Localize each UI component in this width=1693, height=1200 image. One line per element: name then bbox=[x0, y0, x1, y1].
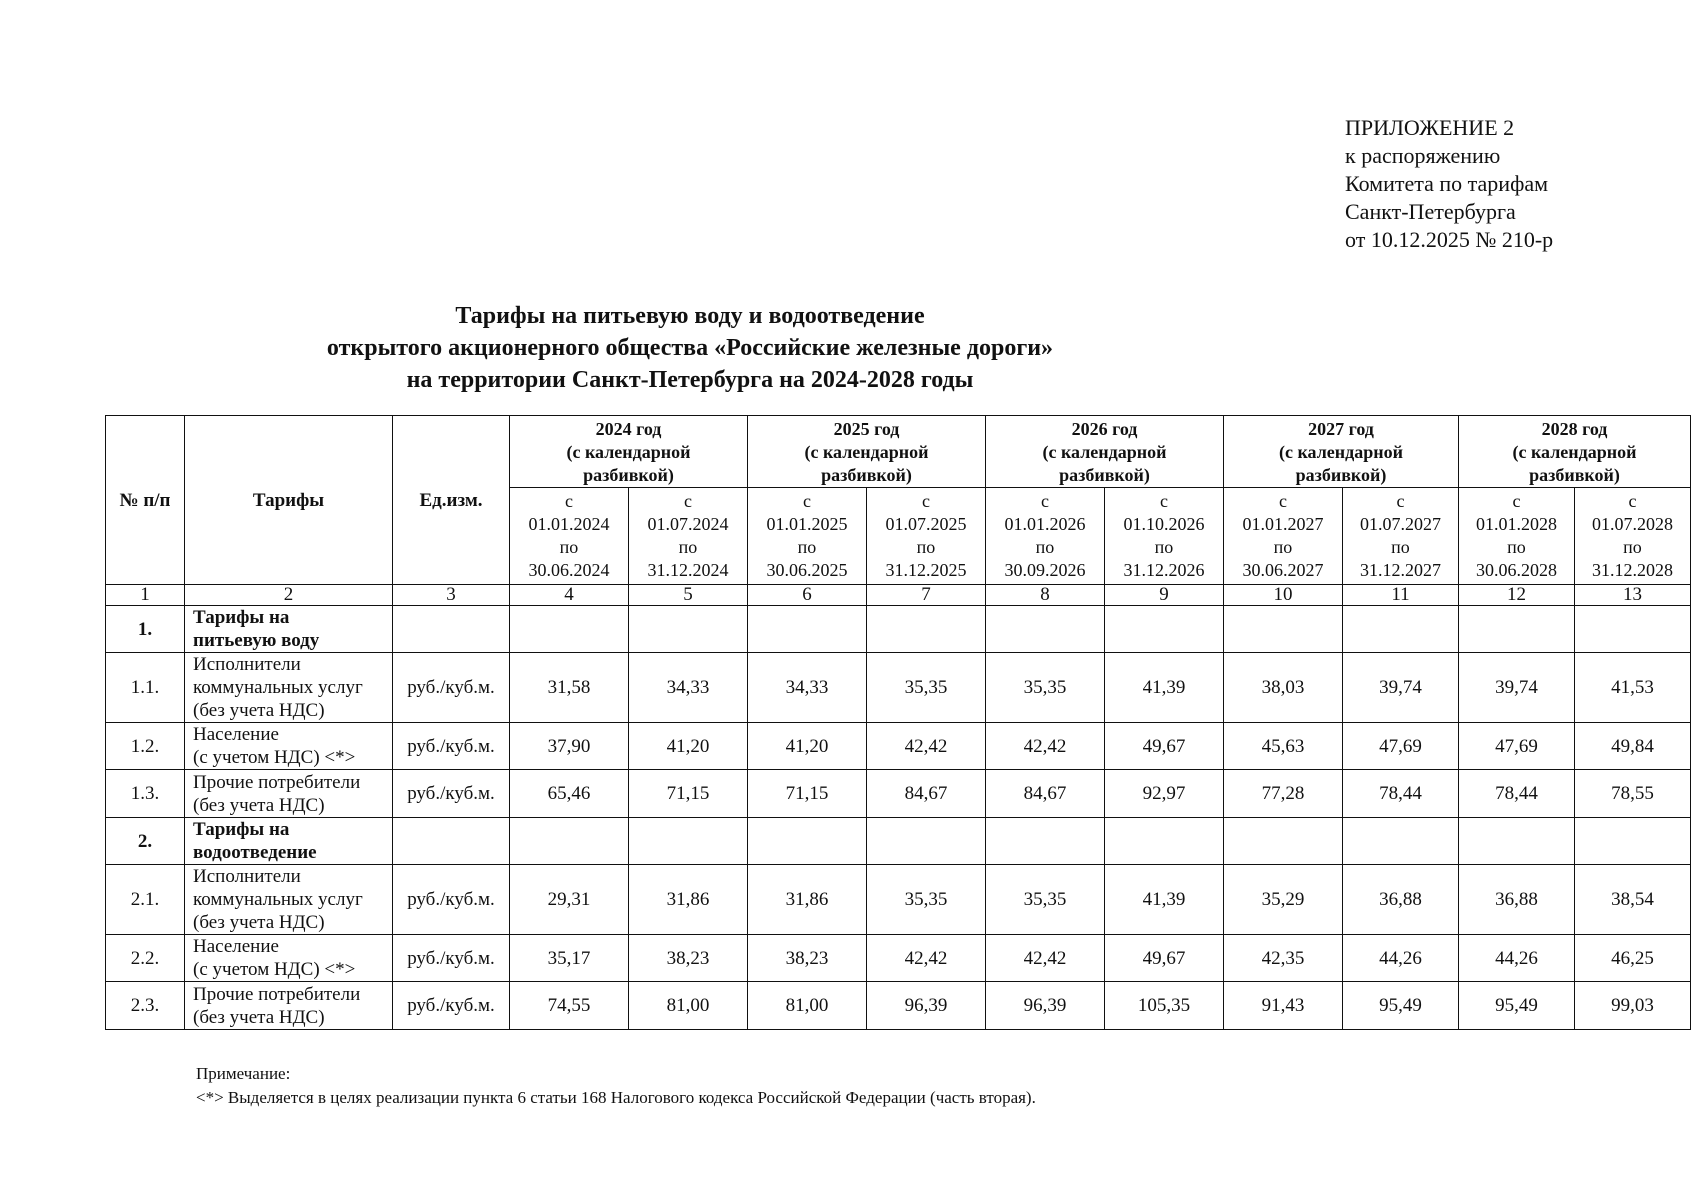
annex-header bbox=[1345, 114, 1553, 254]
tariff-value: 35,17 bbox=[510, 935, 629, 982]
header-year bbox=[1459, 416, 1691, 488]
row-unit: руб./куб.м. bbox=[393, 723, 510, 770]
tariff-value: 29,31 bbox=[510, 865, 629, 935]
document-title bbox=[0, 300, 1380, 396]
year-note: разбивкой) bbox=[1295, 465, 1387, 485]
year-label: 2026 год bbox=[1071, 419, 1138, 439]
table-row bbox=[106, 818, 1691, 865]
tariff-value: 95,49 bbox=[1459, 982, 1575, 1030]
tariff-value: 39,74 bbox=[1343, 653, 1459, 723]
empty-cell bbox=[867, 818, 986, 865]
tariff-value: 37,90 bbox=[510, 723, 629, 770]
empty-cell bbox=[867, 606, 986, 653]
tariff-value: 92,97 bbox=[1105, 770, 1224, 818]
period-po: по bbox=[1391, 537, 1410, 557]
column-index: 11 bbox=[1343, 585, 1459, 606]
row-num: 2.3. bbox=[106, 982, 185, 1030]
tariff-value: 39,74 bbox=[1459, 653, 1575, 723]
period-from: 01.10.2026 bbox=[1123, 514, 1205, 534]
year-label: 2025 год bbox=[833, 419, 900, 439]
annex-line: Санкт-Петербурга bbox=[1345, 199, 1516, 224]
header-period bbox=[1459, 488, 1575, 585]
period-c: с bbox=[684, 491, 692, 511]
row-name bbox=[185, 723, 393, 770]
year-note: разбивкой) bbox=[1529, 465, 1620, 485]
column-index: 9 bbox=[1105, 585, 1224, 606]
tariff-table bbox=[105, 415, 1691, 1030]
empty-cell bbox=[986, 818, 1105, 865]
tariff-value: 41,39 bbox=[1105, 865, 1224, 935]
table-row bbox=[106, 935, 1691, 982]
period-from: 01.01.2028 bbox=[1476, 514, 1557, 534]
header-period bbox=[629, 488, 748, 585]
header-period bbox=[510, 488, 629, 585]
column-index: 8 bbox=[986, 585, 1105, 606]
row-num: 2.1. bbox=[106, 865, 185, 935]
empty-cell bbox=[1459, 818, 1575, 865]
row-name-line: Прочие потребители bbox=[193, 771, 361, 793]
empty-cell bbox=[1575, 606, 1691, 653]
period-to: 31.12.2025 bbox=[885, 560, 967, 580]
column-index: 13 bbox=[1575, 585, 1691, 606]
period-po: по bbox=[797, 537, 817, 557]
row-num: 2.2. bbox=[106, 935, 185, 982]
tariff-value: 35,29 bbox=[1224, 865, 1343, 935]
empty-cell bbox=[1459, 606, 1575, 653]
period-from: 01.07.2025 bbox=[885, 514, 967, 534]
tariff-value: 35,35 bbox=[986, 865, 1105, 935]
tariff-value: 45,63 bbox=[1224, 723, 1343, 770]
period-po: по bbox=[559, 537, 579, 557]
period-po: по bbox=[1273, 537, 1293, 557]
tariff-value: 35,35 bbox=[986, 653, 1105, 723]
tariff-value: 31,58 bbox=[510, 653, 629, 723]
tariff-value: 65,46 bbox=[510, 770, 629, 818]
annex-line: Комитета по тарифам bbox=[1345, 171, 1549, 196]
empty-cell bbox=[1105, 606, 1224, 653]
tariff-value: 38,23 bbox=[748, 935, 867, 982]
empty-cell bbox=[1105, 818, 1224, 865]
period-po: по bbox=[916, 537, 936, 557]
annex-line: от 10.12.2025 № 210-р bbox=[1345, 227, 1554, 252]
tariff-value: 44,26 bbox=[1459, 935, 1575, 982]
row-name-line: (без учета НДС) bbox=[193, 1006, 325, 1028]
row-name-line: Исполнители bbox=[193, 654, 301, 675]
tariff-value: 41,53 bbox=[1575, 653, 1691, 723]
row-unit: руб./куб.м. bbox=[393, 770, 510, 818]
section-title bbox=[185, 606, 393, 653]
note-label: Примечание: bbox=[196, 1064, 291, 1083]
period-to: 31.12.2028 bbox=[1592, 560, 1673, 580]
empty-cell bbox=[1575, 818, 1691, 865]
row-name-line: Население bbox=[193, 724, 279, 745]
tariff-value: 81,00 bbox=[748, 982, 867, 1030]
row-name-line: (с учетом НДС) <*> bbox=[193, 747, 356, 768]
period-c: с bbox=[1396, 491, 1405, 511]
table-row bbox=[106, 982, 1691, 1030]
tariff-value: 42,35 bbox=[1224, 935, 1343, 982]
tariff-value: 41,20 bbox=[748, 723, 867, 770]
row-unit: руб./куб.м. bbox=[393, 653, 510, 723]
section-title-line: водоотведение bbox=[193, 842, 317, 863]
row-name bbox=[185, 770, 393, 818]
row-name-line: Прочие потребители bbox=[193, 983, 361, 1005]
tariff-value: 71,15 bbox=[748, 770, 867, 818]
period-po: по bbox=[1035, 537, 1055, 557]
header-year bbox=[1224, 416, 1459, 488]
year-note: (с календарной bbox=[1042, 442, 1167, 462]
period-to: 30.09.2026 bbox=[1004, 560, 1086, 580]
period-c: с bbox=[565, 491, 573, 511]
column-index: 1 bbox=[106, 585, 185, 606]
tariff-value: 96,39 bbox=[867, 982, 986, 1030]
year-label: 2024 год bbox=[595, 419, 662, 439]
tariff-value: 34,33 bbox=[748, 653, 867, 723]
annex-line: ПРИЛОЖЕНИЕ 2 bbox=[1345, 115, 1515, 140]
column-index: 7 bbox=[867, 585, 986, 606]
title-line: на территории Санкт-Петербурга на 2024-2028 годы bbox=[406, 367, 974, 393]
empty-cell bbox=[1224, 606, 1343, 653]
period-po: по bbox=[1507, 537, 1526, 557]
empty-cell bbox=[393, 606, 510, 653]
header-period bbox=[867, 488, 986, 585]
header-year bbox=[986, 416, 1224, 488]
header-tariffs: Тарифы bbox=[185, 416, 393, 585]
section-title bbox=[185, 818, 393, 865]
row-name-line: Исполнители bbox=[193, 866, 301, 887]
tariff-value: 31,86 bbox=[629, 865, 748, 935]
title-line: открытого акционерного общества «Российские железные дороги» bbox=[326, 335, 1054, 361]
table-row bbox=[106, 606, 1691, 653]
tariff-value: 49,67 bbox=[1105, 723, 1224, 770]
tariff-value: 105,35 bbox=[1105, 982, 1224, 1030]
tariff-value: 49,84 bbox=[1575, 723, 1691, 770]
title-line: Тарифы на питьевую воду и водоотведение bbox=[455, 303, 925, 329]
empty-cell bbox=[748, 818, 867, 865]
period-from: 01.07.2024 bbox=[647, 514, 729, 534]
header-unit: Ед.изм. bbox=[393, 416, 510, 585]
tariff-value: 41,39 bbox=[1105, 653, 1224, 723]
period-c: с bbox=[1628, 491, 1637, 511]
row-name-line: Население bbox=[193, 936, 279, 957]
tariff-value: 42,42 bbox=[867, 935, 986, 982]
period-c: с bbox=[922, 491, 930, 511]
row-unit: руб./куб.м. bbox=[393, 865, 510, 935]
tariff-value: 36,88 bbox=[1459, 865, 1575, 935]
footnote bbox=[196, 1062, 1036, 1110]
row-unit: руб./куб.м. bbox=[393, 982, 510, 1030]
tariff-value: 38,23 bbox=[629, 935, 748, 982]
empty-cell bbox=[1343, 818, 1459, 865]
year-note: (с календарной bbox=[566, 442, 691, 462]
row-name-line: коммунальных услуг bbox=[193, 677, 363, 698]
empty-cell bbox=[629, 606, 748, 653]
period-c: с bbox=[1512, 491, 1521, 511]
tariff-value: 91,43 bbox=[1224, 982, 1343, 1030]
column-index: 5 bbox=[629, 585, 748, 606]
row-name-line: (без учета НДС) bbox=[193, 700, 325, 721]
tariff-value: 84,67 bbox=[986, 770, 1105, 818]
year-note: разбивкой) bbox=[821, 465, 912, 485]
year-note: разбивкой) bbox=[1059, 465, 1150, 485]
empty-cell bbox=[629, 818, 748, 865]
row-unit: руб./куб.м. bbox=[393, 935, 510, 982]
tariff-value: 96,39 bbox=[986, 982, 1105, 1030]
row-num: 1.1. bbox=[106, 653, 185, 723]
table-row bbox=[106, 723, 1691, 770]
row-name-line: (без учета НДС) bbox=[193, 912, 325, 933]
year-note: (с календарной bbox=[804, 442, 929, 462]
tariff-value: 44,26 bbox=[1343, 935, 1459, 982]
period-po: по bbox=[678, 537, 698, 557]
tariff-value: 35,35 bbox=[867, 653, 986, 723]
period-from: 01.01.2026 bbox=[1004, 514, 1086, 534]
tariff-value: 78,44 bbox=[1343, 770, 1459, 818]
empty-cell bbox=[510, 818, 629, 865]
period-to: 31.12.2027 bbox=[1360, 560, 1441, 580]
period-from: 01.07.2028 bbox=[1592, 514, 1673, 534]
empty-cell bbox=[510, 606, 629, 653]
note-text: <*> Выделяется в целях реализации пункта 6 статьи 168 Налогового кодекса Российской Федерации (часть вторая). bbox=[196, 1088, 1036, 1107]
year-label: 2027 год bbox=[1308, 419, 1374, 439]
empty-cell bbox=[1224, 818, 1343, 865]
tariff-value: 81,00 bbox=[629, 982, 748, 1030]
tariff-value: 41,20 bbox=[629, 723, 748, 770]
header-year bbox=[510, 416, 748, 488]
period-c: с bbox=[1041, 491, 1049, 511]
section-title-line: Тарифы на bbox=[193, 819, 290, 840]
column-index: 12 bbox=[1459, 585, 1575, 606]
row-name bbox=[185, 935, 393, 982]
tariff-value: 95,49 bbox=[1343, 982, 1459, 1030]
tariff-value: 46,25 bbox=[1575, 935, 1691, 982]
tariff-value: 78,55 bbox=[1575, 770, 1691, 818]
empty-cell bbox=[986, 606, 1105, 653]
period-from: 01.01.2024 bbox=[528, 514, 610, 534]
tariff-value: 99,03 bbox=[1575, 982, 1691, 1030]
year-note: разбивкой) bbox=[583, 465, 674, 485]
period-from: 01.07.2027 bbox=[1360, 514, 1441, 534]
period-to: 30.06.2025 bbox=[766, 560, 848, 580]
tariff-value: 34,33 bbox=[629, 653, 748, 723]
header-period bbox=[1105, 488, 1224, 585]
column-index: 4 bbox=[510, 585, 629, 606]
annex-line: к распоряжению bbox=[1345, 143, 1501, 168]
tariff-value: 78,44 bbox=[1459, 770, 1575, 818]
section-title-line: питьевую воду bbox=[193, 630, 320, 651]
period-to: 31.12.2026 bbox=[1123, 560, 1205, 580]
header-num: № п/п bbox=[106, 416, 185, 585]
period-po: по bbox=[1154, 537, 1174, 557]
empty-cell bbox=[393, 818, 510, 865]
period-to: 30.06.2024 bbox=[528, 560, 610, 580]
period-po: по bbox=[1623, 537, 1642, 557]
tariff-value: 49,67 bbox=[1105, 935, 1224, 982]
row-name-line: коммунальных услуг bbox=[193, 889, 363, 910]
row-name bbox=[185, 865, 393, 935]
row-num: 1.2. bbox=[106, 723, 185, 770]
row-name-line: (без учета НДС) bbox=[193, 794, 325, 816]
empty-cell bbox=[748, 606, 867, 653]
tariff-value: 47,69 bbox=[1459, 723, 1575, 770]
table-row bbox=[106, 653, 1691, 723]
year-note: (с календарной bbox=[1512, 442, 1637, 462]
tariff-value: 71,15 bbox=[629, 770, 748, 818]
tariff-value: 84,67 bbox=[867, 770, 986, 818]
tariff-value: 42,42 bbox=[986, 723, 1105, 770]
period-to: 30.06.2027 bbox=[1242, 560, 1324, 580]
year-note: (с календарной bbox=[1278, 442, 1404, 462]
row-name bbox=[185, 982, 393, 1030]
header-period bbox=[748, 488, 867, 585]
tariff-value: 77,28 bbox=[1224, 770, 1343, 818]
table-row bbox=[106, 865, 1691, 935]
tariff-value: 74,55 bbox=[510, 982, 629, 1030]
header-period bbox=[986, 488, 1105, 585]
column-index: 6 bbox=[748, 585, 867, 606]
tariff-value: 47,69 bbox=[1343, 723, 1459, 770]
tariff-value: 36,88 bbox=[1343, 865, 1459, 935]
header-period bbox=[1224, 488, 1343, 585]
period-from: 01.01.2027 bbox=[1242, 514, 1324, 534]
column-index: 3 bbox=[393, 585, 510, 606]
table-row bbox=[106, 770, 1691, 818]
tariff-value: 38,03 bbox=[1224, 653, 1343, 723]
column-index: 2 bbox=[185, 585, 393, 606]
row-name-line: (с учетом НДС) <*> bbox=[193, 959, 356, 980]
year-label: 2028 год bbox=[1541, 419, 1608, 439]
period-to: 30.06.2028 bbox=[1476, 560, 1557, 580]
tariff-value: 31,86 bbox=[748, 865, 867, 935]
header-period bbox=[1575, 488, 1691, 585]
tariff-value: 42,42 bbox=[986, 935, 1105, 982]
tariff-value: 35,35 bbox=[867, 865, 986, 935]
header-year bbox=[748, 416, 986, 488]
period-c: с bbox=[803, 491, 811, 511]
column-index: 10 bbox=[1224, 585, 1343, 606]
period-to: 31.12.2024 bbox=[647, 560, 729, 580]
section-num: 2. bbox=[106, 818, 185, 865]
period-from: 01.01.2025 bbox=[766, 514, 848, 534]
row-num: 1.3. bbox=[106, 770, 185, 818]
row-name bbox=[185, 653, 393, 723]
period-c: с bbox=[1279, 491, 1287, 511]
section-num: 1. bbox=[106, 606, 185, 653]
section-title-line: Тарифы на bbox=[193, 607, 290, 628]
tariff-value: 38,54 bbox=[1575, 865, 1691, 935]
header-period bbox=[1343, 488, 1459, 585]
period-c: с bbox=[1160, 491, 1168, 511]
tariff-value: 42,42 bbox=[867, 723, 986, 770]
empty-cell bbox=[1343, 606, 1459, 653]
